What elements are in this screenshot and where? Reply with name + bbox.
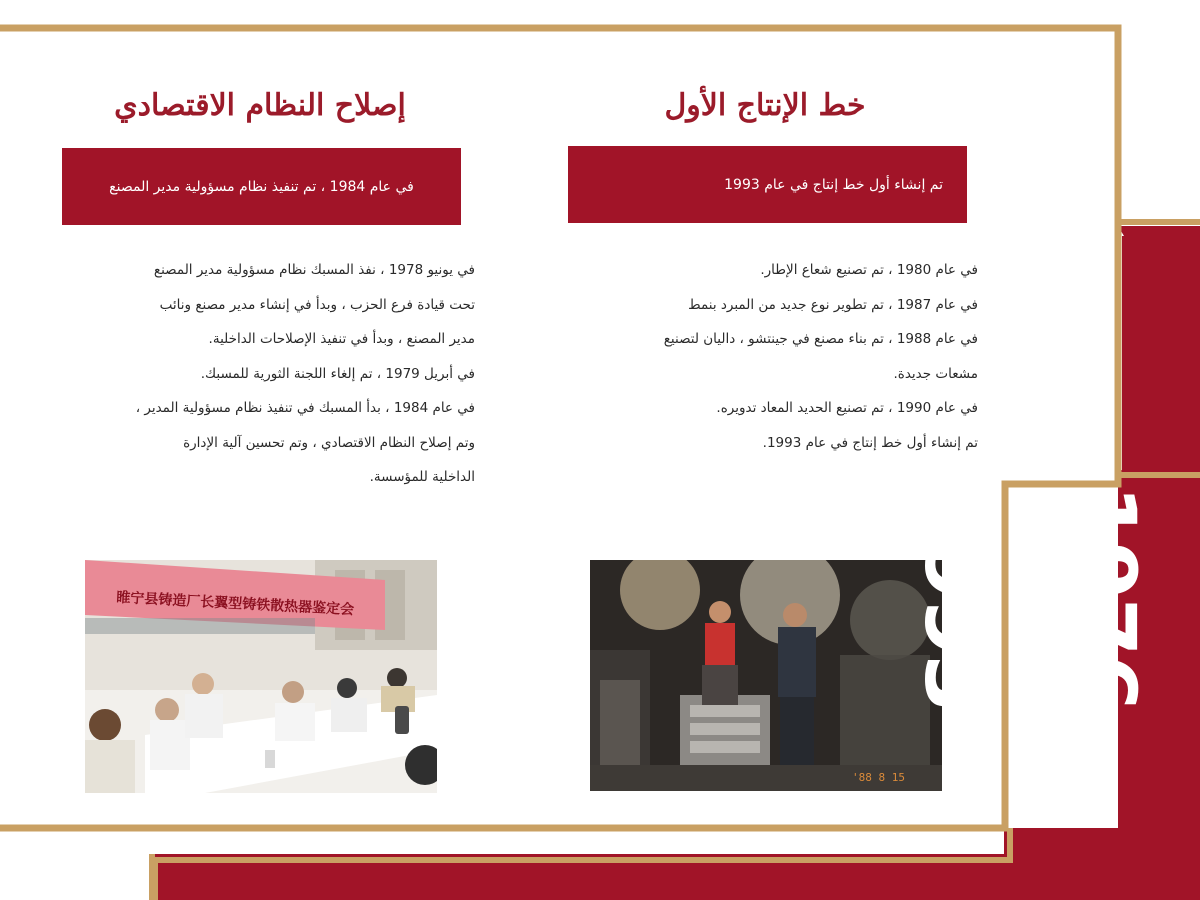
right-line: مشعات جديدة. xyxy=(893,365,978,382)
left-section-title: إصلاح النظام الاقتصادي xyxy=(114,88,406,123)
meeting-banner-text: 睢宁县铸造厂长翼型铸铁散热器鉴定会 xyxy=(115,589,355,619)
meeting-photo-image xyxy=(85,560,437,793)
left-banner-text: في عام 1984 ، تم تنفيذ نظام مسؤولية مدير المصنع xyxy=(109,178,414,195)
left-line: تحت قيادة فرع الحزب ، وبدأ في إنشاء مدير مصنع ونائب xyxy=(159,296,475,313)
right-section-title: خط الإنتاج الأول xyxy=(664,88,866,123)
right-line: في عام 1988 ، تم بناء مصنع في جينتشو ، داليان لتصنيع xyxy=(663,331,978,347)
meeting-photo xyxy=(85,560,437,793)
right-banner xyxy=(568,146,967,223)
photo-date-stamp: '88 8 15 xyxy=(852,771,905,784)
year-range-label: 1976-1993 xyxy=(906,485,1154,744)
right-paragraph xyxy=(520,253,978,460)
right-line: في عام 1990 ، تم تصنيع الحديد المعاد تدويره. xyxy=(716,400,978,416)
right-line: تم إنشاء أول خط إنتاج في عام 1993. xyxy=(762,434,978,451)
left-line: مدير المصنع ، وبدأ في تنفيذ الإصلاحات الداخلية. xyxy=(208,331,475,347)
left-banner xyxy=(62,148,461,225)
left-line: في يونيو 1978 ، نفذ المسبك نظام مسؤولية مدير المصنع xyxy=(153,262,475,278)
left-paragraph xyxy=(20,253,475,495)
left-line: وتم إصلاح النظام الاقتصادي ، وتم تحسين آلية الإدارة xyxy=(183,434,475,451)
left-line: في أبريل 1979 ، تم إلغاء اللجنة الثورية للمسبك. xyxy=(200,365,475,382)
right-banner-text: تم إنشاء أول خط إنتاج في عام 1993 xyxy=(724,176,943,193)
left-line: الداخلية للمؤسسة. xyxy=(369,469,475,485)
left-line: في عام 1984 ، بدأ المسبك في تنفيذ نظام مسؤولية المدير ، xyxy=(135,400,475,416)
right-line: في عام 1980 ، تم تصنيع شعاع الإطار. xyxy=(760,262,978,278)
right-line: في عام 1987 ، تم تطوير نوع جديد من المبرد بنمط xyxy=(688,296,978,313)
